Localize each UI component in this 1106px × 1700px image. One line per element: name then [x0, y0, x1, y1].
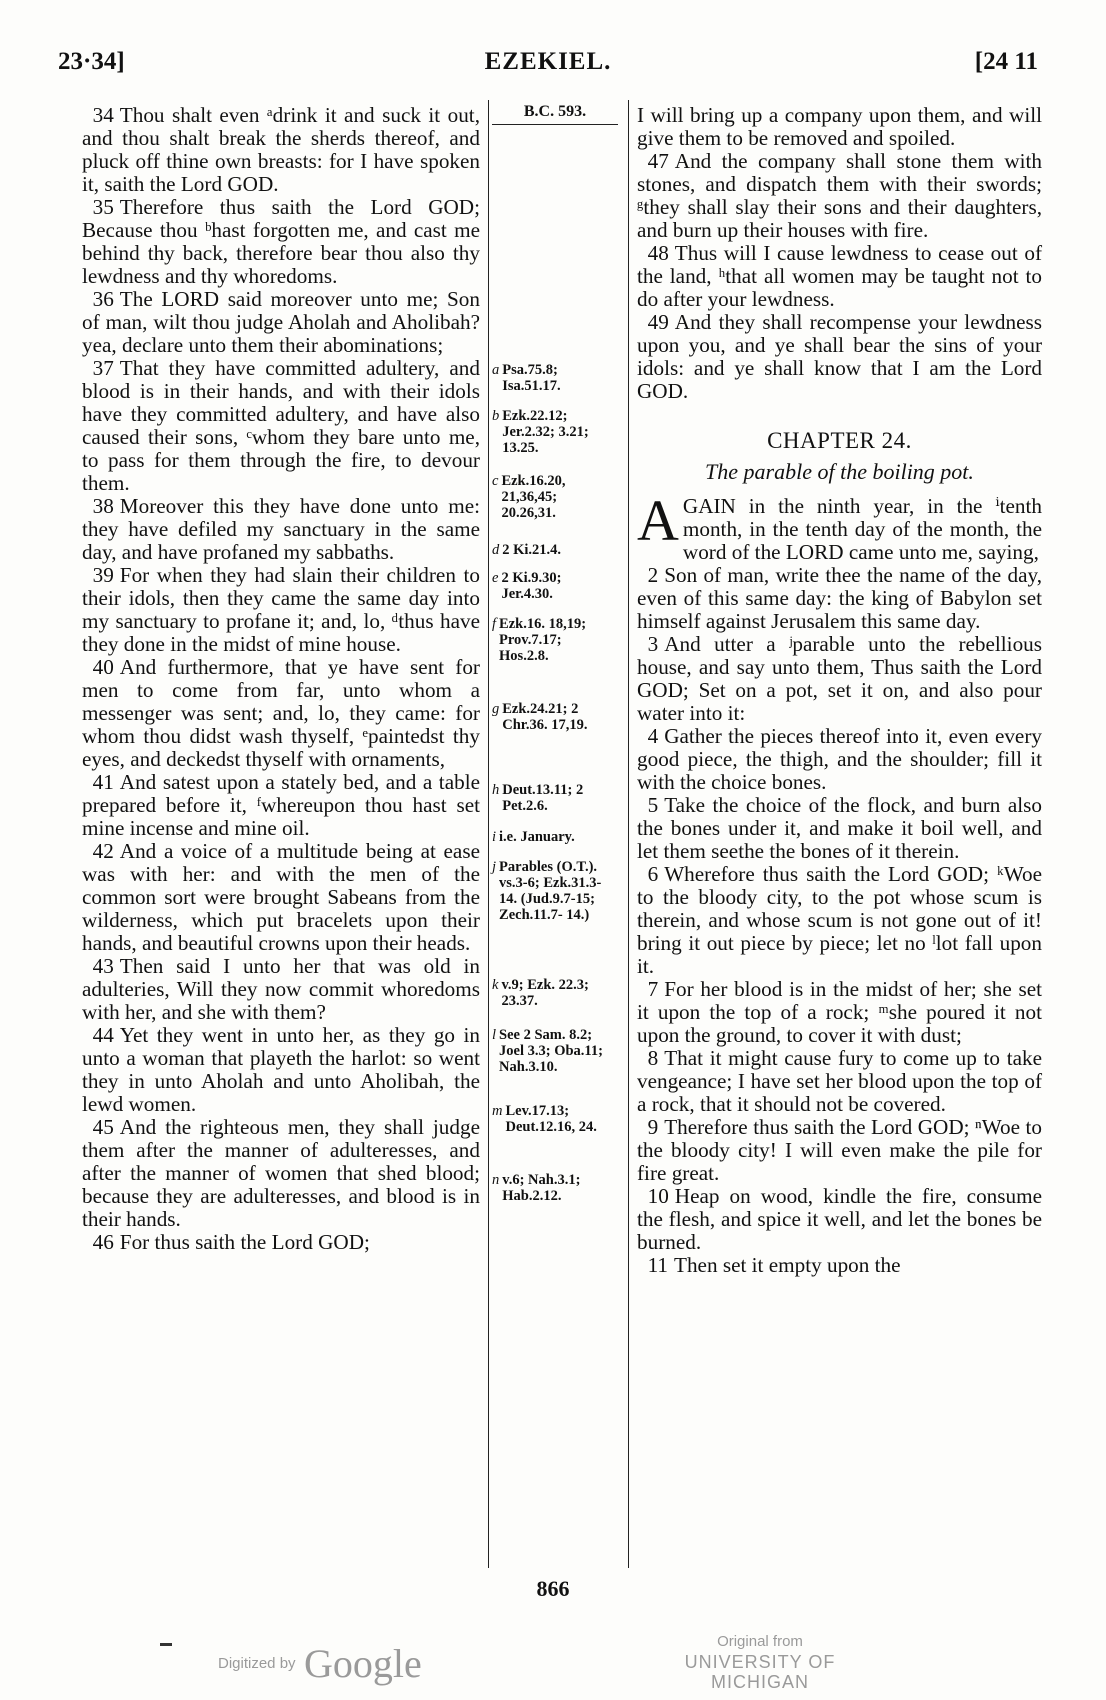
chapter-title: CHAPTER 24. — [767, 428, 912, 453]
verse-number: 47 — [647, 149, 669, 173]
verse — [82, 357, 480, 495]
margin-reference — [492, 362, 622, 394]
verse-text: Wherefore thus saith the Lord GOD; ᵏWoe to the bloody city, to the pot whose scum is therein, and whose scum is not gone out of it! bring it out piece by piece; let no ˡlot fall upon it. — [637, 862, 1042, 978]
original-from-label: Original from — [717, 1633, 803, 1650]
verse-number: 36 — [92, 287, 114, 311]
reference-text: Ezk.16. 18,19; Prov.7.17; Hos.2.8. — [499, 616, 587, 664]
verse — [637, 1116, 1042, 1185]
reference-letter: a — [492, 362, 500, 378]
verse-text: That they have committed adultery, and blood is in their hands, and with their idols have they committed adultery, and have also caused their sons, ᶜwhom they bare unto me, to pass for them through the fire, to devour them. — [82, 356, 480, 495]
verse-number: 9 — [647, 1115, 659, 1139]
margin-reference — [492, 1027, 622, 1075]
column-divider-right — [628, 100, 629, 1568]
reference-letter: c — [492, 473, 499, 489]
drop-cap: A — [637, 488, 679, 553]
verse-text: Then set it empty upon the — [674, 1253, 901, 1277]
verse — [82, 1231, 480, 1254]
margin-reference — [492, 473, 622, 521]
page-number: 866 — [536, 1576, 570, 1601]
verse-number: 5 — [647, 793, 659, 817]
verse-text: Thou shalt even ᵃdrink it and suck it out, and thou shalt break the sherds thereof, and pluck off thine own breasts: for I have spoken it, saith the Lord GOD. — [82, 103, 480, 196]
reference-letter: i — [492, 829, 497, 845]
verse — [82, 771, 480, 840]
reference-text: Ezk.24.21; 2 Chr.36. 17,19. — [502, 701, 588, 733]
reference-text: Ezk.16.20, 21,36,45; 20.26,31. — [501, 473, 566, 521]
first-verse-text: GAIN in the ninth year, in the ⁱtenth month, in the tenth day of the month, the word of the LORD came unto me, saying, — [682, 494, 1042, 564]
reference-text: Lev.17.13; Deut.12.16, 24. — [505, 1103, 597, 1135]
verse-number: 35 — [92, 195, 114, 219]
verse — [637, 311, 1042, 403]
source-watermark — [640, 1632, 880, 1692]
margin-reference — [492, 616, 622, 664]
verse — [82, 955, 480, 1024]
header-left: 23·34] — [58, 48, 125, 75]
reference-letter: f — [492, 616, 497, 632]
verse-text: And a voice of a multitude being at ease was with her: and with the men of the common sort were brought Sabeans from the wilderness, which put bracelets upon their hands, and beautiful crowns upon their heads. — [82, 839, 480, 955]
reference-text: 2 Ki.9.30; Jer.4.30. — [501, 570, 562, 602]
margin-reference — [492, 570, 622, 602]
reference-text: Deut.13.11; 2 Pet.2.6. — [502, 782, 584, 814]
margin-reference — [492, 829, 622, 845]
verse-number: 49 — [647, 310, 669, 334]
verse-number: 48 — [647, 241, 669, 265]
verse — [82, 564, 480, 656]
margin-reference — [492, 977, 622, 1009]
reference-letter: j — [492, 859, 497, 875]
margin-references — [492, 103, 622, 1204]
verse-number: 44 — [92, 1023, 114, 1047]
digitized-watermark — [218, 1640, 422, 1687]
verse-text: Take the choice of the flock, and burn also the bones under it, and make it boil well, and let them seethe the bones of it therein. — [637, 793, 1042, 863]
verse-text: Therefore thus saith the Lord GOD; ⁿWoe to the bloody city! I will even make the pile for fire great. — [637, 1115, 1042, 1185]
verse — [637, 978, 1042, 1047]
verse-number: 45 — [92, 1115, 114, 1139]
verse-text: And satest upon a stately bed, and a table prepared before it, ᶠwhereupon thou hast set mine incense and mine oil. — [82, 770, 480, 840]
margin-reference — [492, 408, 622, 456]
verse-number: 8 — [647, 1046, 659, 1070]
verse-text: And the company shall stone them with stones, and dispatch them with their swords; ᵍthey shall slay their sons and their daughters, and burn up their houses with fire. — [637, 149, 1042, 242]
reference-letter: h — [492, 782, 500, 798]
verse-number: 46 — [92, 1230, 114, 1254]
margin-reference — [492, 859, 622, 923]
verse — [637, 725, 1042, 794]
running-header — [58, 48, 1038, 84]
verse — [637, 1185, 1042, 1254]
header-title: EZEKIEL. — [484, 48, 612, 75]
verse — [82, 196, 480, 288]
verse-number: 3 — [647, 632, 659, 656]
verse-number: 38 — [92, 494, 114, 518]
verse — [637, 1254, 1042, 1277]
reference-text: Ezk.22.12; Jer.2.32; 3.21; 13.25. — [502, 408, 589, 456]
google-logo: Google — [304, 1641, 422, 1686]
verse — [82, 104, 480, 196]
verse — [82, 840, 480, 955]
verse-number: 43 — [92, 954, 114, 978]
verse-text: Thus will I cause lewdness to cease out of the land, ʰthat all women may be taught not to do after your lewdness. — [637, 241, 1042, 311]
verse — [637, 564, 1042, 633]
verse-text: Son of man, write thee the name of the day, even of this same day: the king of Babylon set himself against Jerusalem this same day. — [637, 563, 1042, 633]
verse-text: For when they had slain their children to their idols, then they came the same day into my sanctuary to profane it; and, lo, ᵈthus have they done in the midst of mine house. — [82, 563, 480, 656]
verse-text: The LORD said moreover unto me; Son of man, wilt thou judge Aholah and Aholibah? yea, declare unto them their abominations; — [82, 287, 480, 357]
reference-text: Psa.75.8; Isa.51.17. — [502, 362, 561, 394]
left-column — [82, 104, 480, 1254]
reference-letter: l — [492, 1027, 497, 1043]
verse-number: 39 — [92, 563, 114, 587]
digitized-label: Digitized by — [218, 1655, 296, 1672]
verses-after-chapter — [637, 564, 1042, 1277]
verses-before-chapter — [637, 150, 1042, 403]
verse — [637, 863, 1042, 978]
reference-text: 2 Ki.21.4. — [502, 542, 562, 558]
verse-text: And they shall recompense your lewdness upon you, and ye shall bear the sins of your idols: and ye shall know that I am the Lord GOD. — [637, 310, 1042, 403]
verse-number: 42 — [92, 839, 114, 863]
margin-reference — [492, 1103, 622, 1135]
reference-letter: m — [492, 1103, 503, 1119]
verse-number: 41 — [92, 770, 114, 794]
verse — [82, 288, 480, 357]
verse-number: 6 — [647, 862, 659, 886]
reference-text: v.6; Nah.3.1; Hab.2.12. — [502, 1172, 581, 1204]
verse-text: That it might cause fury to come up to take vengeance; I have set her blood upon the top of a rock, that it should not be covered. — [637, 1046, 1042, 1116]
verse — [637, 242, 1042, 311]
verse — [637, 1047, 1042, 1116]
margin-reference — [492, 1172, 622, 1204]
verse-text: Yet they went in unto her, as they go in unto a woman that playeth the harlot: so went they in unto Aholah and unto Aholibah, the lewd women. — [82, 1023, 480, 1116]
reference-letter: b — [492, 408, 500, 424]
verse-number: 11 — [647, 1253, 668, 1277]
column-divider-left — [488, 100, 489, 1568]
verse-number: 40 — [92, 655, 114, 679]
reference-letter: k — [492, 977, 499, 993]
verse-text: Heap on wood, kindle the fire, consume the flesh, and spice it well, and let the bones be burned. — [637, 1184, 1042, 1254]
reference-letter: e — [492, 570, 499, 586]
verse-number: 4 — [647, 724, 659, 748]
verse-text: Therefore thus saith the Lord GOD; Because thou ᵇhast forgotten me, and cast me behind thy back, therefore bear thou also thy lewdness and thy whoredoms. — [82, 195, 480, 288]
verse-number: 7 — [647, 977, 659, 1001]
verse — [82, 1024, 480, 1116]
verse-text: For her blood is in the midst of her; she set it upon the top of a rock; ᵐshe poured it not upon the ground, to cover it with dust; — [637, 977, 1042, 1047]
institution-label: UNIVERSITY OF MICHIGAN — [684, 1652, 836, 1692]
reference-letter: n — [492, 1172, 500, 1188]
header-right: [24 11 — [974, 48, 1038, 75]
reference-text: i.e. January. — [499, 829, 575, 845]
verse-number: 10 — [647, 1184, 669, 1208]
verse — [82, 1116, 480, 1231]
reference-letter: g — [492, 701, 500, 717]
date-note: B.C. 593. — [492, 104, 618, 125]
verse — [637, 794, 1042, 863]
verse — [637, 150, 1042, 242]
continuation-text: I will bring up a company upon them, and will give them to be removed and spoiled. — [637, 103, 1042, 150]
verse-text: And utter a ʲparable unto the rebellious house, and say unto them, Thus saith the Lord GOD; Set on a pot, set it on, and also pour water into it: — [637, 632, 1042, 725]
reference-text: See 2 Sam. 8.2; Joel 3.3; Oba.11; Nah.3.10. — [499, 1027, 603, 1075]
reference-letter: d — [492, 542, 500, 558]
verse — [82, 656, 480, 771]
margin-reference — [492, 782, 622, 814]
margin-reference — [492, 701, 622, 733]
verse — [637, 633, 1042, 725]
verse-text: Gather the pieces thereof into it, even every good piece, the thigh, and the shoulder; fill it with the choice bones. — [637, 724, 1042, 794]
verse-number: 2 — [647, 563, 659, 587]
verse-text: Moreover this they have done unto me: they have defiled my sanctuary in the same day, and have profaned my sabbaths. — [82, 494, 480, 564]
scan-mark — [160, 1643, 172, 1646]
reference-text: v.9; Ezk. 22.3; 23.37. — [501, 977, 589, 1009]
verse-text: Then said I unto her that was old in adulteries, Will they now commit whoredoms with her, and she with them? — [82, 954, 480, 1024]
chapter-subtitle: The parable of the boiling pot. — [705, 459, 974, 484]
verse-text: And furthermore, that ye have sent for men to come from far, unto whom a messenger was sent; and, lo, they came: for whom thou didst wash thyself, ᵉpaintedst thy eyes, and deckedst thyself with ornaments, — [82, 655, 480, 771]
verse-number: 37 — [92, 356, 114, 380]
chapter-first-verse — [637, 488, 1042, 564]
reference-text: Parables (O.T.). vs.3-6; Ezk.31.3-14. (Jud.9.7-15; Zech.11.7- 14.) — [499, 859, 602, 923]
verse-text: For thus saith the Lord GOD; — [119, 1230, 370, 1254]
margin-reference — [492, 542, 622, 558]
verse-number: 34 — [92, 103, 114, 127]
verse-text: And the righteous men, they shall judge them after the manner of adulteresses, and after the manner of women that shed blood; because they are adulteresses, and blood is in their hands. — [82, 1115, 480, 1231]
right-column — [637, 104, 1042, 1277]
verse — [82, 495, 480, 564]
